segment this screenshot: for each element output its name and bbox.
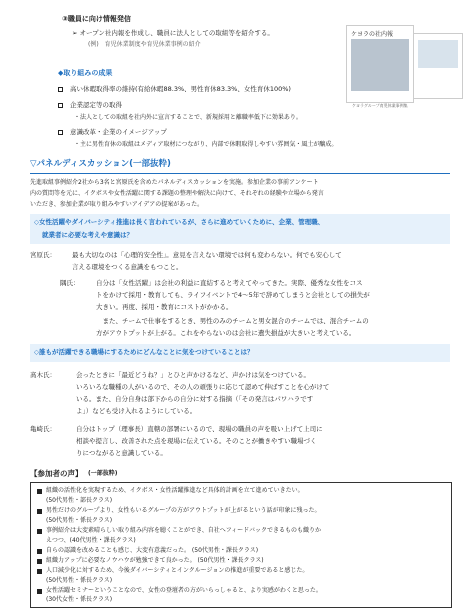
speaker-3-name: 髙木氏： bbox=[30, 371, 56, 379]
voice-3-line-2: えつつ、(40代男性・課長クラス) bbox=[46, 537, 136, 544]
voice-7-line-1: 女性活躍セミナーということなので、女性の登壇者の方がいらっしゃると、より実感がわくと思った。 bbox=[46, 587, 322, 594]
sec3-heading: ③職員に向け情報発信 bbox=[62, 15, 131, 23]
question-2-box bbox=[30, 344, 450, 362]
results-item-3: 意識改革・企業のイメージアップ bbox=[70, 128, 167, 136]
magazine-caption: ケヨラグループ育児休業事例集 bbox=[352, 103, 408, 108]
voice-4-line-1: 自らの認識を改めることも感じ、大変有意義だった。 (50代男性・課長クラス) bbox=[46, 547, 259, 554]
voice-6-line-1: 人口減少化に対するため、今後ダイバーシティとインクルージョンの推進が重要であると感じた。 bbox=[46, 567, 309, 574]
speaker-2-name: 隅氏： bbox=[60, 279, 80, 287]
panel-intro-3: いただき、参加企業が取り組みやすいアイデアの提案があった。 bbox=[30, 201, 204, 208]
answer-1-line-1: 最も大切なのは「心理的安全性」。意見を言えない環境では何も変わらない。何でも安心して bbox=[72, 251, 342, 259]
panel-heading-rule bbox=[30, 173, 450, 174]
question-1-box bbox=[30, 214, 450, 244]
speaker-4-name: 亀崎氏： bbox=[30, 425, 56, 433]
results-heading: ◆取り組みの成果 bbox=[58, 69, 113, 77]
casebook-cover-image bbox=[413, 33, 463, 99]
question-1-line-2: 就業者に必要な考えや意識は？ bbox=[42, 231, 133, 239]
magazine-photo bbox=[351, 39, 409, 91]
answer-1-line-2: 言える環境をつくる意識をもつこと。 bbox=[72, 263, 183, 271]
voice-2-line-1: 男性だけのグループより、女性もいるグループの方がアウトプットが上がるという話が印象に残った。 bbox=[46, 507, 321, 514]
voice-6-line-2: (50代男性・係長クラス) bbox=[46, 577, 113, 584]
results-item-3-sub: ・主に男性育休の取組はメディア取材につながり、内部で休暇取得しやすい雰囲気・風土が醸成。 bbox=[74, 141, 338, 148]
magazine-title: ケヨラの社内報 bbox=[351, 31, 394, 38]
answer-3-line-2: いろいろな職種の人がいるので、その人の頑張りに応じて認めて伸ばすことを心がけて bbox=[76, 383, 330, 391]
answer-4-line-3: りにつながると意識している。 bbox=[76, 449, 167, 457]
voice-1-line-2: (50代男性・部長クラス) bbox=[46, 497, 113, 504]
answer-2-line-1: 自分は「女性活躍」は会社の利益に直結すると考えてやってきた。実際、優秀な女性をコス bbox=[96, 279, 363, 287]
sec3-bullet: ➢ オープン社内報を作成し、職員に法人としての取組等を紹介する。 bbox=[72, 29, 274, 37]
answer-3-line-3: いる。また、自分自身は部下からの自分に対する指摘（「その発言はパワハラです bbox=[76, 395, 314, 403]
results-item-2: 企業認定等の取得 bbox=[70, 101, 122, 109]
voice-bullet-6 bbox=[37, 569, 42, 574]
magazine-cover-image bbox=[346, 25, 414, 103]
voice-bullet-1 bbox=[37, 489, 42, 494]
sec3-example: (例) 育児休業制度や育児休業事例の紹介 bbox=[88, 41, 201, 48]
answer-2-line-2: トをかけて採用・教育しても、ライフイベントで4〜5年で辞めてしまうと会社としての損失が bbox=[96, 291, 370, 299]
voice-heading-sub: (一部抜粋) bbox=[88, 470, 118, 477]
answer-2-line-4: また、チームで仕事をするとき、男性のみのチームと男女混合のチームでは、混合チームの bbox=[96, 317, 369, 325]
results-checkbox-3 bbox=[58, 130, 63, 135]
answer-2-line-5: 方がアウトプットが上がる。これをやらないのは会社に遺失損益が大きいと考えている。 bbox=[96, 329, 356, 337]
answer-3-line-4: よ」）なども受け入れるようにしている。 bbox=[76, 407, 197, 415]
voice-3-line-1: 事例紹介は大変素晴らしい取り組み内容を聴くことができ、自社へフィードバックできるものも織りか bbox=[46, 527, 321, 534]
answer-4-line-1: 自分はトップ（理事長）直轄の部署にいるので、現場の職員の声を吸い上げて上司に bbox=[76, 425, 323, 433]
voice-7-line-2: (30代女性・係長クラス) bbox=[46, 596, 113, 603]
question-2-text: ◇誰もが活躍できる職場にするためにどんなことに気をつけていることは？ bbox=[34, 348, 254, 356]
answer-4-line-2: 相談や提言し、改善された点を現場に伝えている。そのことが働きやすい職場づく bbox=[76, 437, 317, 445]
panel-heading: ▽パネルディスカッション(一部抜粋) bbox=[30, 159, 171, 169]
voice-bullet-3 bbox=[37, 529, 42, 534]
results-checkbox-1 bbox=[58, 87, 63, 92]
results-item-2-sub: ・法人としての取組を社内外に宣言することで、新規採用と離職率低下に効果あり。 bbox=[74, 114, 302, 121]
voice-5-line-1: 組織力アップに必要なノウハウが勉強できて良かった。 (50代男性・課長クラス) bbox=[46, 557, 264, 564]
panel-intro-2: 内の質問等を元に、イクボスや女性活躍に関する課題の整理や解決に向けて、それぞれの経験や立場から発言 bbox=[30, 190, 324, 197]
voice-bullet-4 bbox=[37, 549, 42, 554]
voice-bullet-7 bbox=[37, 589, 42, 594]
voice-heading: 【参加者の声】 bbox=[30, 469, 83, 478]
voice-2-line-2: (50代男性・係長クラス) bbox=[46, 517, 113, 524]
panel-intro-1: 先進取組事例紹介2社から3名と宮原氏を含めたパネルディスカッションを実施。参加企業の事前アンケート bbox=[30, 179, 319, 186]
answer-2-line-3: 大きい。再度、採用・教育にコストがかかる。 bbox=[96, 303, 233, 311]
question-1-line-1: ◇女性活躍やダイバーシティ推進は長く言われているが、さらに進めていくために、企業、管理職、 bbox=[34, 218, 325, 226]
voice-bullet-5 bbox=[37, 559, 42, 564]
voice-bullet-2 bbox=[37, 509, 42, 514]
voice-1-line-1: 組織の活性化を実現するため、イクボス・女性活躍推進など具体的計画を立て進めていきたい。 bbox=[46, 487, 304, 494]
results-checkbox-2 bbox=[58, 103, 63, 108]
casebook-photo bbox=[418, 40, 458, 68]
answer-3-line-1: 会ったときに「最近どうね？」とひと声かけるなど、声かけは気をつけている。 bbox=[76, 371, 310, 379]
results-item-1: 高い休暇取得率の維持(有給休暇88.3%、男性育休83.3%、女性育休100%) bbox=[70, 85, 291, 93]
speaker-1-name: 宮原氏： bbox=[30, 251, 56, 259]
